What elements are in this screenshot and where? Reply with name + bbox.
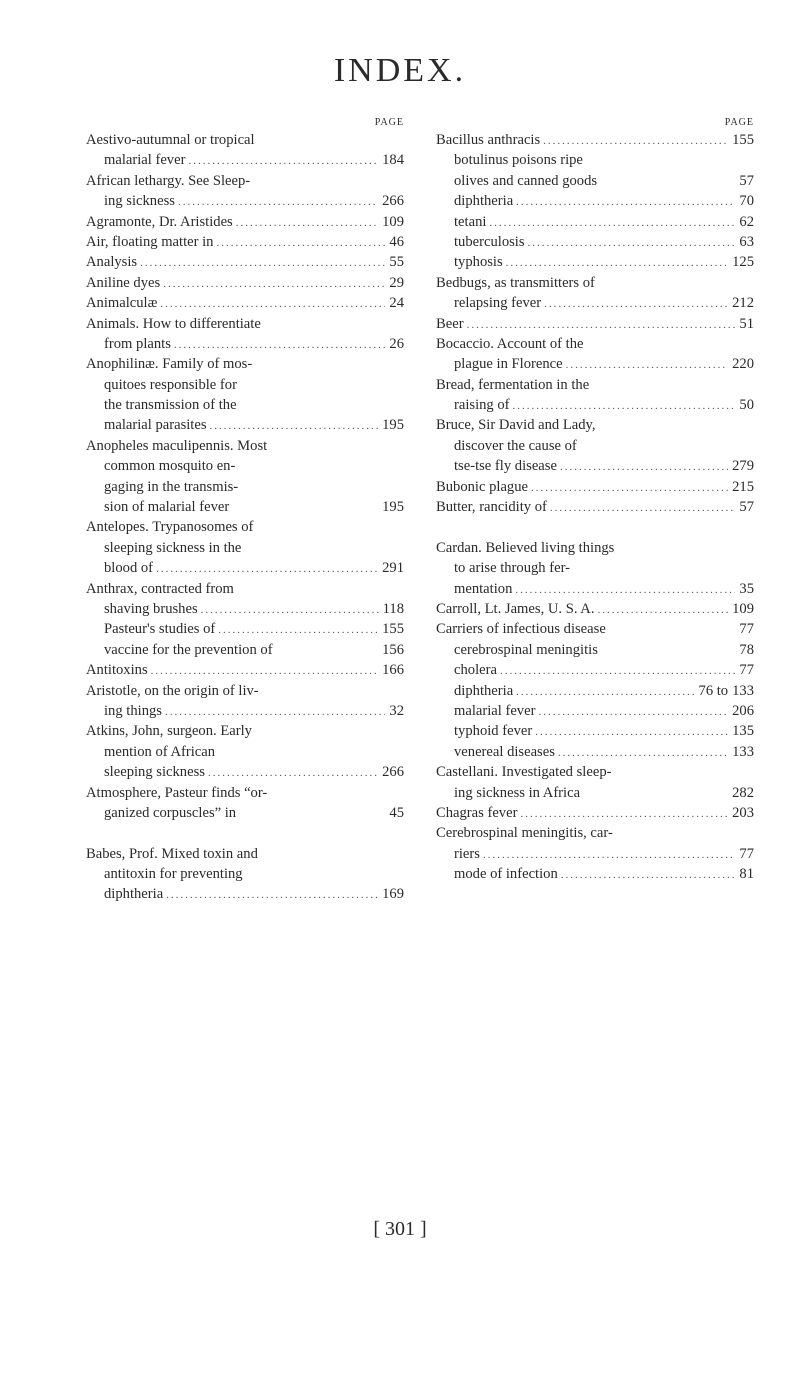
entry-page-number: 206: [732, 702, 754, 719]
index-entry: [436, 477, 754, 497]
dot-leader: [561, 865, 736, 884]
entry-text: Aristotle, on the origin of liv-: [86, 682, 259, 699]
entry-page-number: 50: [739, 397, 754, 414]
entry-text: olives and canned goods: [454, 172, 598, 189]
index-entry-line: [436, 803, 754, 823]
entry-text: diphtheria: [454, 682, 514, 699]
index-entry: [86, 579, 404, 620]
index-entry-line: [436, 456, 754, 476]
entry-text: Animalculæ: [86, 295, 158, 312]
entry-text: ing sickness in Africa: [454, 784, 581, 801]
entry-page-number: 220: [732, 356, 754, 373]
index-entry-line: [436, 252, 754, 272]
dot-leader: [208, 763, 378, 782]
dot-leader: [500, 661, 735, 680]
index-entry-line: [436, 701, 754, 721]
entry-page-number: 55: [389, 254, 404, 271]
entry-page-number: 24: [389, 295, 404, 312]
index-entry-line: [86, 252, 404, 272]
entry-text: Agramonte, Dr. Aristides: [86, 213, 233, 230]
index-entry: [436, 681, 754, 701]
index-entry: [436, 375, 754, 416]
entry-text: mentation: [454, 580, 513, 597]
entry-text: Air, floating matter in: [86, 233, 214, 250]
entry-page-number: 195: [382, 499, 404, 516]
entry-text: tse-tse fly disease: [454, 458, 557, 475]
index-entry: [436, 150, 754, 191]
index-entry-line: [86, 354, 404, 374]
index-entry: [86, 314, 404, 355]
section-gap: [86, 823, 404, 843]
entry-page-number: 135: [732, 723, 754, 740]
entry-page-number: 70: [739, 193, 754, 210]
entry-text: Anopheles maculipennis. Most: [86, 437, 268, 454]
entry-text: mode of infection: [454, 866, 558, 883]
entry-text: typhosis: [454, 254, 503, 271]
index-entry-line: [86, 619, 404, 639]
dot-leader: [166, 885, 378, 904]
entry-page-number: 26: [389, 335, 404, 352]
dot-leader: [188, 151, 378, 170]
dot-leader: [156, 559, 378, 578]
entry-text: quitoes responsible for: [104, 376, 237, 393]
index-entry-line: [86, 477, 404, 497]
index-entry: [86, 844, 404, 905]
dot-leader: [467, 315, 736, 334]
entry-text: Pasteur's studies of: [104, 621, 216, 638]
entry-page-number: 45: [389, 804, 404, 821]
entry-text: riers: [454, 845, 480, 862]
index-entry-line: [86, 640, 404, 660]
entry-page-number: 57: [739, 172, 754, 189]
entry-page-number: 133: [732, 743, 754, 760]
index-entry-line: [436, 721, 754, 741]
index-entry-line: [86, 538, 404, 558]
index-entry-line: [436, 150, 754, 170]
index-entry: [436, 823, 754, 864]
dot-leader: [560, 457, 728, 476]
dot-leader: [558, 743, 728, 762]
index-entry-line: [436, 640, 754, 660]
index-entry: [86, 436, 404, 518]
index-entry-line: [86, 497, 404, 517]
entry-text: Bread, fermentation in the: [436, 376, 590, 393]
entry-page-number: 215: [732, 478, 754, 495]
index-entry-line: [436, 395, 754, 415]
page-number: [ 301 ]: [373, 1218, 427, 1240]
index-entry-line: [86, 742, 404, 762]
entry-text: malarial fever: [454, 702, 536, 719]
index-entry-line: [436, 579, 754, 599]
index-entry: [436, 701, 754, 721]
index-entry-line: [86, 415, 404, 435]
index-entry-line: [436, 334, 754, 354]
dot-leader: [178, 192, 378, 211]
index-entry: [436, 803, 754, 823]
index-entry-line: [86, 212, 404, 232]
entry-text: discover the cause of: [454, 437, 577, 454]
index-entry-line: [86, 150, 404, 170]
entry-page-number: 109: [382, 213, 404, 230]
index-entry: [436, 334, 754, 375]
index-entry-line: [86, 191, 404, 211]
index-entry: [436, 130, 754, 150]
entry-page-number: 109: [732, 600, 754, 617]
index-entry-line: [436, 354, 754, 374]
index-entry: [436, 660, 754, 680]
index-entry-line: [436, 660, 754, 680]
index-entry: [86, 660, 404, 680]
entry-page-number: 78: [739, 641, 754, 658]
index-entry: [436, 538, 754, 599]
index-entry: [436, 232, 754, 252]
entry-page-number: 195: [382, 417, 404, 434]
entry-text: antitoxin for preventing: [104, 866, 243, 883]
index-entry: [86, 354, 404, 436]
entry-text: Cardan. Believed living things: [436, 539, 615, 556]
entry-text: to arise through fer-: [454, 560, 571, 577]
entry-text: Aestivo-autumnal or tropical: [86, 132, 255, 148]
entry-text: Antelopes. Trypanosomes of: [86, 519, 254, 536]
entry-text: relapsing fever: [454, 295, 542, 312]
index-entry-line: [86, 436, 404, 456]
dot-leader: [528, 233, 736, 252]
index-entry-line: [436, 864, 754, 884]
entry-text: cholera: [454, 662, 497, 679]
entry-text: ing sickness: [104, 193, 175, 210]
index-entry-line: [436, 273, 754, 293]
index-entry-line: [436, 314, 754, 334]
entry-page-number: 212: [732, 295, 754, 312]
index-entry-line: [86, 701, 404, 721]
entry-page-number: 35: [739, 580, 754, 597]
index-entry-line: [436, 436, 754, 456]
entry-text: Cerebrospinal meningitis, car-: [436, 825, 613, 842]
dot-leader: [216, 233, 385, 252]
dot-leader: [506, 253, 728, 272]
index-entry-line: [436, 558, 754, 578]
index-entry-line: [436, 212, 754, 232]
entry-page-number: 63: [739, 233, 754, 250]
entry-page-number: 291: [382, 560, 404, 577]
index-entry: [436, 742, 754, 762]
entry-text: sleeping sickness: [104, 764, 205, 781]
dot-leader: [483, 845, 735, 864]
entry-text: Antitoxins: [86, 662, 148, 679]
index-entry: [86, 783, 404, 824]
dot-leader: [515, 580, 735, 599]
entry-text: Atmosphere, Pasteur finds “or-: [86, 784, 268, 801]
index-entry-line: [436, 232, 754, 252]
entry-text: malarial parasites: [104, 417, 207, 434]
entry-text: blood of: [104, 560, 154, 577]
entry-text: malarial fever: [104, 152, 186, 169]
entry-page-number: 118: [382, 600, 404, 617]
index-entry: [436, 762, 754, 803]
dot-leader: [140, 253, 385, 272]
entry-text: Bacillus anthracis: [436, 132, 541, 148]
dot-leader: [489, 213, 735, 232]
index-entry: [86, 273, 404, 293]
index-entry-line: [86, 314, 404, 334]
index-entry-line: [86, 803, 404, 823]
entry-text: plague in Florence: [454, 356, 563, 373]
index-entry-line: [86, 395, 404, 415]
index-entry-line: [86, 884, 404, 904]
dot-leader: [160, 294, 385, 313]
entry-page-number: 57: [739, 499, 754, 516]
entry-page-number: 32: [389, 702, 404, 719]
index-entries-left: [86, 130, 404, 905]
dot-leader: [520, 804, 728, 823]
entry-text: common mosquito en-: [104, 458, 236, 475]
dot-leader: [538, 702, 728, 721]
entry-text: Aniline dyes: [86, 274, 161, 291]
index-entry: [86, 130, 404, 171]
entry-page-number: 133: [732, 682, 754, 699]
entry-page-number: 51: [739, 315, 754, 332]
entry-text: tetani: [454, 213, 487, 230]
entry-page-number: 155: [382, 621, 404, 638]
index-entry: [436, 619, 754, 639]
index-entry-line: [86, 171, 404, 191]
index-entry-line: [436, 783, 754, 803]
index-entry: [436, 252, 754, 272]
entry-text: Carroll, Lt. James, U. S. A.: [436, 600, 595, 617]
column-header-page: PAGE: [374, 117, 404, 128]
entry-page-number: 155: [732, 132, 754, 148]
entry-text: Castellani. Investigated sleep-: [436, 764, 612, 781]
entry-text: sion of malarial fever: [104, 499, 230, 516]
index-entry-line: [86, 783, 404, 803]
index-entry: [86, 232, 404, 252]
entry-page-number: 203: [732, 804, 754, 821]
index-entry: [436, 640, 754, 660]
dot-leader: [516, 192, 735, 211]
index-entry-line: [86, 293, 404, 313]
index-entry-line: [86, 517, 404, 537]
index-entry: [86, 640, 404, 660]
entry-page-number: 282: [732, 784, 754, 801]
index-entry: [86, 252, 404, 272]
entry-page-number: 46: [389, 233, 404, 250]
entry-text: typhoid fever: [454, 723, 533, 740]
entry-page-number: 62: [739, 213, 754, 230]
entry-text: Bruce, Sir David and Lady,: [436, 417, 596, 434]
index-entry: [86, 681, 404, 722]
index-entry: [86, 171, 404, 212]
column-header-page: PAGE: [724, 117, 754, 128]
index-entry-line: [436, 415, 754, 435]
index-entry: [86, 721, 404, 782]
dot-leader: [566, 355, 729, 374]
dot-leader: [151, 661, 378, 680]
entry-text: shaving brushes: [104, 600, 198, 617]
entry-text: Anthrax, contracted from: [86, 580, 234, 597]
dot-leader: [210, 416, 379, 435]
dot-leader: [513, 396, 736, 415]
page-title: INDEX.: [333, 52, 467, 89]
section-gap: [436, 517, 754, 537]
entry-text: botulinus poisons ripe: [454, 152, 583, 169]
index-column-left: [86, 117, 404, 905]
dot-leader: [218, 620, 378, 639]
dot-leader: [550, 498, 736, 517]
index-entry: [436, 415, 754, 476]
dot-leader: [165, 702, 385, 721]
entry-text: cerebrospinal meningitis: [454, 641, 598, 658]
entry-page-number: 266: [382, 764, 404, 781]
dot-leader: [544, 294, 728, 313]
entry-text: sleeping sickness in the: [104, 539, 242, 556]
index-entry-line: [86, 375, 404, 395]
entry-text: venereal diseases: [454, 743, 555, 760]
dot-leader: [201, 600, 379, 619]
index-entry-line: [436, 844, 754, 864]
index-entry-line: [436, 538, 754, 558]
entry-page-range-start: 76 to: [698, 682, 729, 699]
entry-text: Analysis: [86, 254, 138, 271]
index-entry-line: [86, 334, 404, 354]
entry-page-number: 77: [739, 662, 754, 679]
index-entry-line: [436, 681, 754, 701]
dot-leader: [516, 682, 694, 701]
entry-text: Butter, rancidity of: [436, 499, 547, 516]
dot-leader: [543, 131, 728, 150]
entry-page-number: 169: [382, 886, 404, 903]
entry-page-number: 125: [732, 254, 754, 271]
index-entry-line: [436, 375, 754, 395]
entry-page-number: 156: [382, 641, 404, 658]
entry-page-number: 29: [389, 274, 404, 291]
entry-text: diphtheria: [454, 193, 514, 210]
entry-text: raising of: [454, 397, 510, 414]
index-entry-line: [86, 660, 404, 680]
index-entry: [436, 497, 754, 517]
index-entry: [436, 864, 754, 884]
entry-text: from plants: [104, 335, 171, 352]
dot-leader: [531, 478, 728, 497]
entry-text: Carriers of infectious disease: [436, 621, 606, 638]
index-entry-line: [86, 762, 404, 782]
index-entry-line: [436, 171, 754, 191]
entry-page-number: 266: [382, 193, 404, 210]
index-column-right: [436, 117, 754, 884]
entry-page-number: 279: [732, 458, 754, 475]
entry-page-number: 77: [739, 845, 754, 862]
index-entry-line: [86, 232, 404, 252]
index-entry-line: [86, 558, 404, 578]
dot-leader: [535, 722, 728, 741]
index-entry-line: [436, 477, 754, 497]
index-entry-line: [436, 762, 754, 782]
index-entry-line: [436, 619, 754, 639]
entry-text: the transmission of the: [104, 397, 237, 414]
index-entry-line: [86, 721, 404, 741]
entry-page-number: 166: [382, 662, 404, 679]
index-entry-line: [86, 456, 404, 476]
entry-text: Chagras fever: [436, 804, 518, 821]
entry-text: tuberculosis: [454, 233, 525, 250]
entry-text: Bocaccio. Account of the: [436, 335, 584, 352]
index-entry-line: [436, 293, 754, 313]
index-entry-line: [86, 844, 404, 864]
index-entry-line: [86, 864, 404, 884]
index-entry: [436, 721, 754, 741]
index-entry: [86, 619, 404, 639]
dot-leader: [163, 274, 385, 293]
index-entry: [86, 517, 404, 578]
index-entries-right: [436, 130, 754, 884]
entry-page-number: 81: [739, 866, 754, 883]
index-entry-line: [436, 130, 754, 150]
entry-page-number: 77: [739, 621, 754, 638]
index-entry-line: [436, 191, 754, 211]
entry-text: Atkins, John, surgeon. Early: [86, 723, 252, 740]
entry-text: Bubonic plague: [436, 478, 529, 495]
index-entry-line: [436, 823, 754, 843]
entry-text: diphtheria: [104, 886, 164, 903]
index-entry: [436, 212, 754, 232]
index-entry-line: [86, 579, 404, 599]
entry-text: mention of African: [104, 743, 216, 760]
entry-text: Babes, Prof. Mixed toxin and: [86, 845, 258, 862]
index-entry-line: [436, 599, 754, 619]
index-entry: [436, 314, 754, 334]
entry-text: ing things: [104, 702, 162, 719]
index-entry: [436, 599, 754, 619]
index-entry: [86, 293, 404, 313]
index-entry: [436, 191, 754, 211]
entry-text: Anophilinæ. Family of mos-: [86, 356, 253, 373]
entry-page-number: 184: [382, 152, 404, 169]
entry-text: Bedbugs, as transmitters of: [436, 274, 595, 291]
index-entry-line: [86, 130, 404, 150]
dot-leader: [598, 600, 729, 619]
entry-text: Beer: [436, 315, 464, 332]
entry-text: Animals. How to differentiate: [86, 315, 261, 332]
entry-text: vaccine for the prevention of: [104, 641, 273, 658]
entry-text: ganized corpuscles” in: [104, 804, 237, 821]
index-entry-line: [86, 681, 404, 701]
index-entry: [436, 273, 754, 314]
index-entry-line: [436, 742, 754, 762]
entry-text: gaging in the transmis-: [104, 478, 239, 495]
entry-text: African lethargy. See Sleep-: [86, 172, 251, 189]
index-entry-line: [436, 497, 754, 517]
index-entry: [86, 212, 404, 232]
index-entry-line: [86, 273, 404, 293]
index-entry-line: [86, 599, 404, 619]
dot-leader: [174, 335, 386, 354]
dot-leader: [236, 213, 378, 232]
